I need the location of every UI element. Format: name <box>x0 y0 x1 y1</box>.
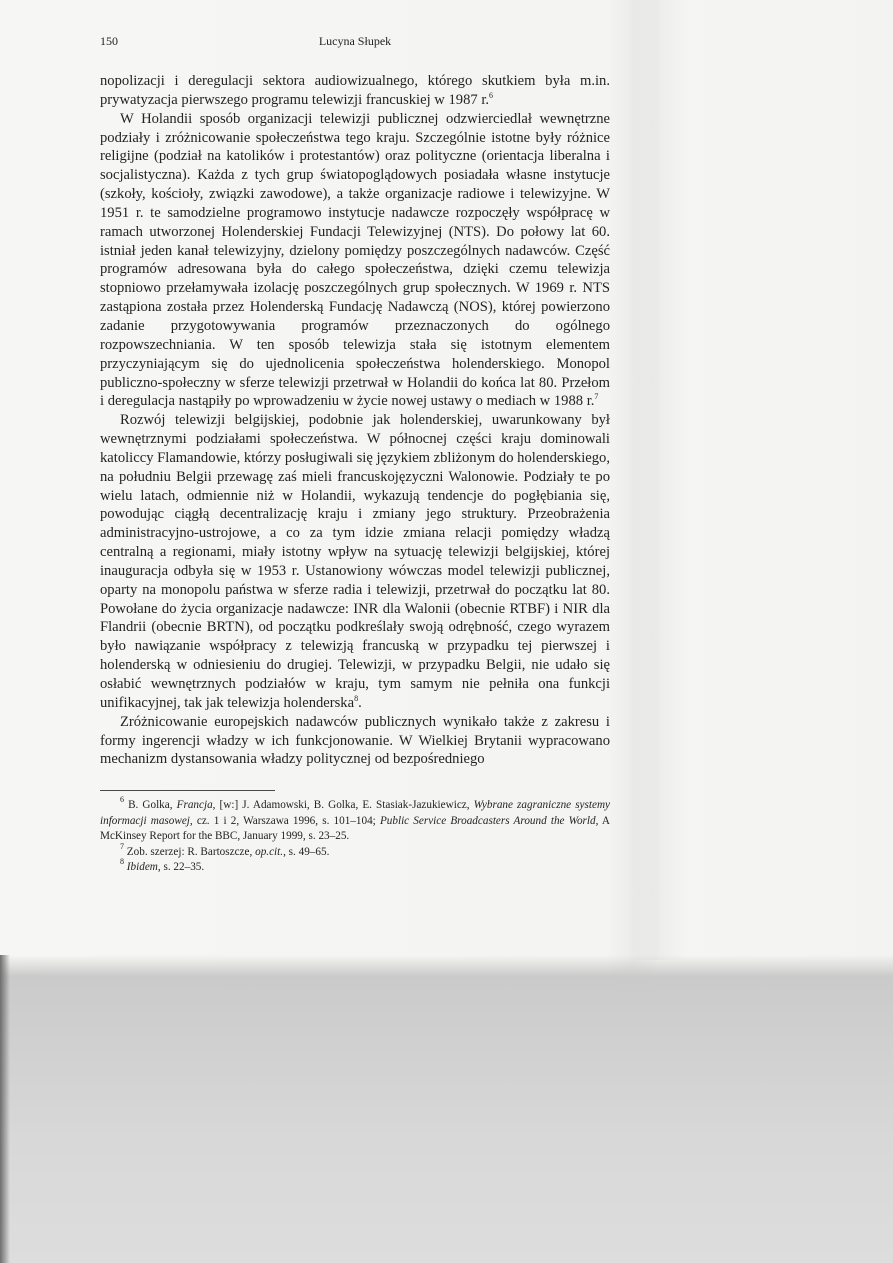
paragraph-4-text: Zróżnicowanie europejskich nadawców publicznych wynikało także z zakresu i formy ingerencji władzy w ich funkcjonowanie. W Wielkiej Brytanii wypracowano mechanizm dystansowania władzy politycznej od bezpośredniego <box>100 713 610 768</box>
footnote-6-title-francja: Francja <box>176 799 213 811</box>
footnote-7 <box>100 841 610 861</box>
footnote-6-text-a: B. Golka, <box>124 799 177 811</box>
footnote-8-text-c: , s. 22–35. <box>157 861 205 874</box>
footnote-8 <box>100 857 610 876</box>
footnote-8-number: 8 <box>120 857 124 867</box>
running-head-author: Lucyna Słupek <box>318 34 392 48</box>
footnote-divider <box>100 790 275 791</box>
paragraph-1 <box>100 72 610 110</box>
footnote-7-number: 7 <box>120 841 124 851</box>
footnote-6-text-c: , [w:] J. Adamowski, B. Golka, E. Stasiak-Jazukiewicz, <box>212 799 474 811</box>
footnote-6-title-psb: Public Service Broadcasters Around the World <box>379 814 596 827</box>
footnote-ref-8[interactable]: 8 <box>354 693 359 703</box>
footnote-7-opcit: op.cit. <box>255 845 284 858</box>
page-header <box>100 34 610 50</box>
scan-left-edge <box>0 955 10 1263</box>
footnote-7-text-c: , s. 49–65. <box>283 845 330 858</box>
footnote-8-ibidem: Ibidem <box>126 861 158 874</box>
main-text <box>100 72 610 769</box>
paragraph-3-tail: . <box>358 694 362 711</box>
footnotes <box>100 795 610 876</box>
page-number: 150 <box>100 34 118 48</box>
paragraph-1-text: nopolizacji i deregulacji sektora audiowizualnego, którego skutkiem była m.in. prywatyzacja pierwszego programu telewizji francuskiej w 1987 r. <box>100 73 610 108</box>
scan-bottom-shadow <box>0 955 893 1263</box>
footnote-6-title-systemy: Wybrane zagraniczne systemy informacji masowej <box>100 799 610 827</box>
footnote-6-text-g: , A McKinsey Report for the BBC, January 1999, s. 23–25. <box>100 814 610 843</box>
footnote-ref-7[interactable]: 7 <box>594 392 599 402</box>
paragraph-2 <box>100 110 610 412</box>
paragraph-3 <box>100 411 610 713</box>
footnote-7-text-a: Zob. szerzej: R. Bartoszcze, <box>124 845 256 858</box>
paragraph-4 <box>100 713 610 770</box>
footnote-6 <box>100 795 610 845</box>
paragraph-3-text: Rozwój telewizji belgijskiej, podobnie jak holenderskiej, uwarunkowany był wewnętrznymi podziałami społeczeństwa. W północnej części kraju dominowali katoliccy Flamandowie, którzy posługiwali się językiem zbliżonym do holenderskiego, na południu Belgii przewagę zaś mieli francuskojęzyczni Walonowie. Podziały te po wielu latach, odmiennie niż w Holandii, wykazują tendencje do pogłębiania się, powodując ciągłą decentralizację kraju i zmiany jego struktury. Przeobrażenia administracyjno-ustrojowe, a co za tym idzie zmiana relacji pomiędzy władzą centralną a regionami, miały istotny wpływ na sytuację telewizji belgijskiej, której inauguracja odbyła się w 1953 r. Ustanowiony wówczas model telewizji publicznej, oparty na monopolu państwa w sferze radia i telewizji, przetrwał do początku lat 80. Powołane do życia organizacje nadawcze: INR dla Walonii (obecnie RTBF) i NIR dla Flandrii (obecnie BRTN), od początku podkreślały swoją odrębność, czego wyrazem było nawiązanie współpracy z telewizją francuską w przypadku tej pierwszej i holenderską w odniesieniu do drugiej. Telewizji, w przypadku Belgii, nie udało się osłabić wewnętrznych podziałów w kraju, tym samym nie pełniła ona funkcji unifikacyjnej, tak jak telewizja holenderska <box>100 412 610 711</box>
footnote-6-number: 6 <box>120 795 124 804</box>
page-spine-shadow <box>628 0 688 960</box>
footnote-ref-6[interactable]: 6 <box>489 90 494 100</box>
footnote-6-text-e: , cz. 1 i 2, Warszawa 1996, s. 101–104; <box>189 814 380 827</box>
paragraph-2-text: W Holandii sposób organizacji telewizji publicznej odzwierciedlał wewnętrzne podziały i zróżnicowanie społeczeństwa tego kraju. Szczególnie istotne były różnice religijne (podział na katolików i protestantów) oraz polityczne (orientacja liberalna i socjalistyczna). Każda z tych grup światopoglądowych posiadała własne instytucje (szkoły, kościoły, związki zawodowe), a także organizacje radiowe i telewizyjne. W 1951 r. te samodzielne programowo instytucje nadawcze rozpoczęły współpracę w ramach utworzonej Holenderskiej Fundacji Telewizyjnej (NTS). Do połowy lat 60. istniał jeden kanał telewizyjny, dzielony pomiędzy poszczególnych nadawców. Część programów adresowana była do całego społeczeństwa, dzięki czemu telewizja stopniowo przełamywała izolację poszczególnych grup społecznych. W 1969 r. NTS zastąpiona została przez Holenderską Fundację Nadawczą (NOS), której powierzono zadanie przygotowywania programów przeznaczonych do ogólnego rozpowszechniania. W ten sposób telewizja stała się istotnym elementem przyczyniającym się do ujednolicenia społeczeństwa holenderskiego. Monopol publiczno-społeczny w sferze telewizji przetrwał w Holandii do końca lat 80. Przełom i deregulacja nastąpiły po wprowadzeniu w życie nowej ustawy o mediach w 1988 r. <box>100 110 610 410</box>
